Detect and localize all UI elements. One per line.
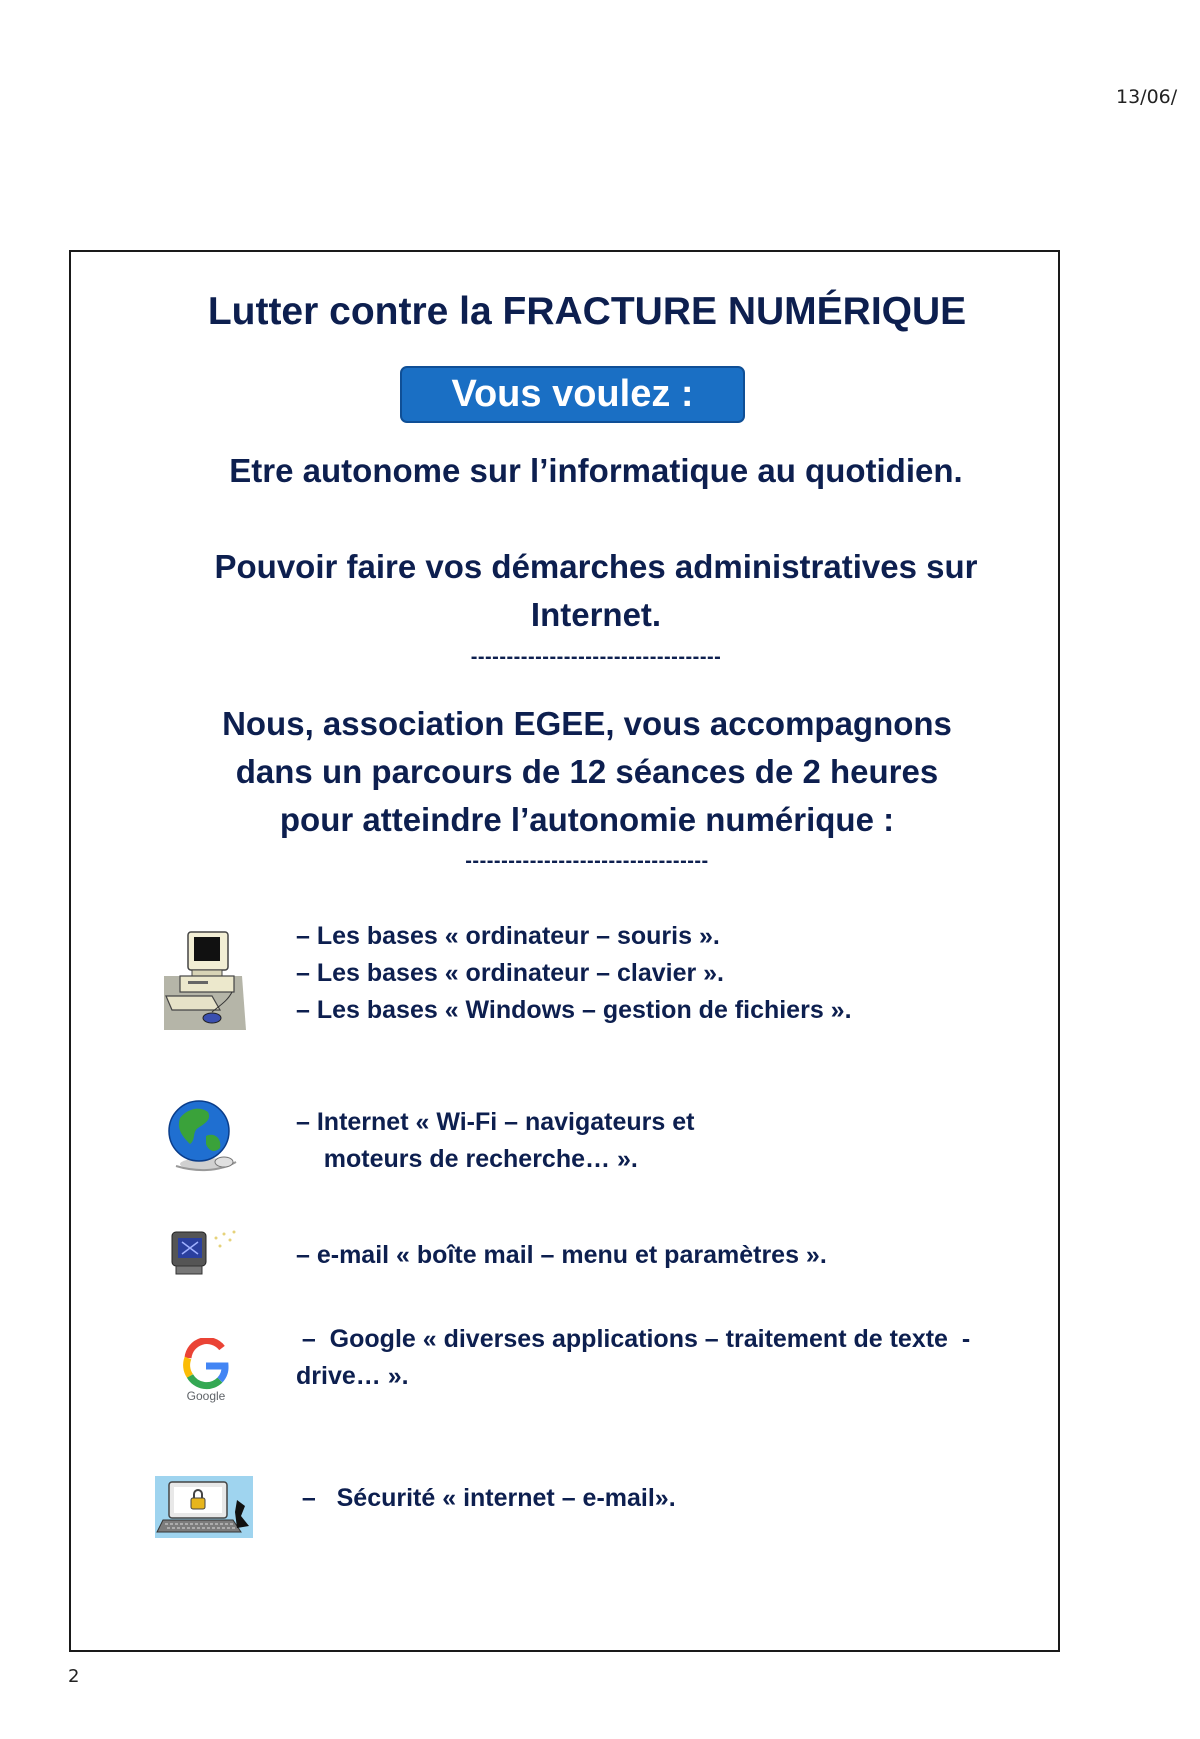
topic-google-line1: – Google « diverses applications – traitement de texte - <box>288 1325 971 1353</box>
topic-internet-line1: – Internet « Wi-Fi – navigateurs et <box>296 1108 695 1136</box>
intro-line-1: Nous, association EGEE, vous accompagnons <box>222 705 952 742</box>
separator-line-2: ---------------------------------- <box>465 850 709 872</box>
page-number: 2 <box>68 1666 80 1687</box>
intro-line-2: dans un parcours de 12 séances de 2 heures <box>235 753 939 790</box>
google-logo-text: Google <box>186 1389 226 1403</box>
email-computer-icon <box>168 1228 242 1280</box>
goal-autonomy: Etre autonome sur l’informatique au quotidien. <box>229 452 963 489</box>
date-header: 13/06/ <box>1116 86 1178 108</box>
topic-google-line2: drive… ». <box>296 1362 409 1390</box>
topic-internet-line2: moteurs de recherche… ». <box>296 1145 638 1173</box>
page-title: Lutter contre la FRACTURE NUMÉRIQUE <box>207 290 967 333</box>
google-logo-icon <box>178 1338 234 1404</box>
topic-computer-mouse: – Les bases « ordinateur – souris ». <box>296 922 720 950</box>
topic-computer-keyboard: – Les bases « ordinateur – clavier ». <box>296 959 725 987</box>
goal-admin-line1: Pouvoir faire vos démarches administratives sur <box>214 548 978 585</box>
globe-mouse-icon <box>166 1098 242 1174</box>
topic-windows-files: – Les bases « Windows – gestion de fichiers ». <box>296 996 852 1024</box>
topic-security: – Sécurité « internet – e-mail». <box>288 1484 676 1512</box>
intro-line-3: pour atteindre l’autonomie numérique : <box>279 801 895 838</box>
laptop-lock-icon <box>155 1476 253 1538</box>
separator-line: ----------------------------------- <box>470 646 722 668</box>
desktop-computer-icon <box>162 926 246 1030</box>
goal-admin-line2: Internet. <box>530 596 662 633</box>
vous-voulez-banner: Vous voulez : <box>400 366 745 423</box>
topic-email: – e-mail « boîte mail – menu et paramètres ». <box>296 1241 827 1269</box>
